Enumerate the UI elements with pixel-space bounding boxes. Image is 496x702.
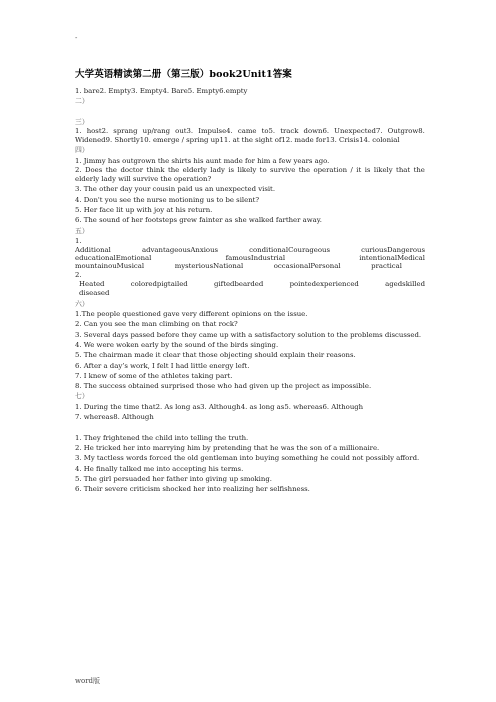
- section-3-label: 三）: [75, 117, 89, 126]
- justified-word: the: [167, 166, 180, 175]
- section-4-label: 四）: [75, 146, 89, 155]
- justified-word: the: [105, 166, 118, 175]
- justified-word: likely: [373, 166, 393, 175]
- section-6-sentence-6: 6. After a day’s work, I felt I had little energy left.: [75, 361, 250, 370]
- section-6-sentence-8: 8. The success obtained surprised those who had given up the project as impossible.: [75, 382, 372, 391]
- adjective-pair: mysteriousNational: [174, 262, 244, 271]
- justified-word: came: [237, 127, 257, 136]
- adjective-pair: Additional: [75, 246, 111, 255]
- section-7-line-1: 1. During the time that2. As long as3. Although4. as long as5. whereas6. Although: [75, 402, 364, 411]
- section-6-sentence-5: 5. The chairman made it clear that those objecting should explain their reasons.: [75, 351, 356, 360]
- justified-word: lady: [210, 166, 225, 175]
- section-6-sentence-7: 7. I knew of some of the athletes taking part.: [75, 371, 233, 380]
- adjective-pair: famousIndustrial: [225, 254, 286, 263]
- section-8-sentence-3: 3. My tactless words forced the old gentleman into buying something he could not possibly afford.: [75, 454, 420, 463]
- section-4-sentence-2-cont: elderly lady will survive the operation?: [75, 175, 212, 184]
- justified-word: Impulse4.: [198, 127, 233, 136]
- spacer: [75, 107, 425, 117]
- section-4-sentence-3: 3. The other day your cousin paid us an unexpected visit.: [75, 185, 276, 194]
- justified-word: is: [228, 166, 235, 175]
- section-3-line-1: [75, 127, 425, 135]
- section-8-sentence-1: 1. They frightened the child into telling the truth.: [75, 433, 249, 442]
- section-8-sentence-4: 4. He finally talked me into accepting his terms.: [75, 464, 244, 473]
- section-5-row-3: [75, 262, 402, 270]
- justified-word: doctor: [120, 166, 144, 175]
- section-8-sentence-5: 5. The girl persuaded her father into giving up smoking.: [75, 474, 272, 483]
- section-8-sentence-6: 6. Their severe criticism shocked her into realizing her selfishness.: [75, 485, 310, 494]
- justified-word: 2.: [75, 166, 82, 175]
- section-6-sentence-1: 1.The people questioned gave very different opinions on the issue.: [75, 310, 308, 319]
- justified-word: Does: [85, 166, 103, 175]
- adjective-pair: giftedbearded: [214, 280, 264, 289]
- justified-word: that: [396, 166, 411, 175]
- section-3-line-2: Widened9. Shortly10. emerge / spring up11. at the sight of12. made for13. Crisis14. colonial: [75, 136, 400, 145]
- document-body: [75, 86, 425, 494]
- justified-word: out3.: [175, 127, 194, 136]
- section-2-label: 二）: [75, 97, 89, 106]
- section-6-sentence-3: 3. Several days passed before they came up with a satisfactory solution to the problems discussed.: [75, 330, 422, 339]
- section-5-row-4: [75, 280, 425, 288]
- section-7-label: 七）: [75, 392, 89, 401]
- section-5-row-1: [75, 246, 425, 254]
- justified-word: the: [413, 166, 425, 175]
- adjective-pair: mountainouMusical: [75, 262, 145, 271]
- section-1-answers: 1. bare2. Empty3. Empty4. Bare5. Empty6.empty: [75, 87, 248, 95]
- justified-word: Outgrow8.: [387, 127, 425, 136]
- adjective-pair: conditionalCourageous: [249, 246, 330, 255]
- justified-word: 1.: [75, 127, 82, 136]
- page-footer: word版: [75, 677, 101, 685]
- justified-word: elderly: [182, 166, 207, 175]
- adjective-pair: intentionalMedical: [359, 254, 425, 263]
- section-5-part-2-number: 2.: [75, 271, 82, 280]
- justified-word: it: [356, 166, 362, 175]
- section-5-row-5: diseased: [79, 289, 110, 298]
- adjective-pair: practical: [371, 262, 402, 271]
- document-title: 大学英语精读第二册（第三版）book2Unit1答案: [75, 69, 292, 80]
- section-6-label: 六）: [75, 299, 89, 308]
- justified-word: the: [298, 166, 311, 175]
- justified-word: down6.: [303, 127, 330, 136]
- justified-word: likely: [237, 166, 257, 175]
- spacer: [75, 422, 425, 432]
- justified-word: think: [146, 166, 165, 175]
- justified-word: track: [280, 127, 299, 136]
- justified-word: Unexpected7.: [334, 127, 383, 136]
- section-5-part-1-number: 1.: [75, 236, 82, 245]
- adjective-pair: occasionalPersonal: [273, 262, 341, 271]
- adjective-pair: coloredpigtailed: [130, 280, 188, 289]
- justified-word: host2.: [86, 127, 109, 136]
- justified-word: survive: [270, 166, 296, 175]
- page-header-marker: -: [75, 34, 78, 42]
- section-4-sentence-6: 6. The sound of her footsteps grew fainter as she walked farther away.: [75, 216, 322, 225]
- justified-word: /: [350, 166, 353, 175]
- section-4-sentence-2: [75, 166, 425, 174]
- section-8-sentence-2: 2. He tricked her into marrying him by pretending that he was the son of a millionaire.: [75, 443, 380, 452]
- adjective-pair: educationalEmotional: [75, 254, 152, 263]
- adjective-pair: agedskilled: [385, 280, 425, 289]
- section-6-sentence-2: 2. Can you see the man climbing on that rock?: [75, 320, 238, 329]
- section-4-sentence-1: 1. Jimmy has outgrown the shirts his aunt made for him a few years ago.: [75, 156, 330, 165]
- section-4-sentence-5: 5. Her face lit up with joy at his return.: [75, 205, 213, 214]
- justified-word: is: [364, 166, 371, 175]
- justified-word: to5.: [261, 127, 276, 136]
- adjective-pair: Heated: [79, 280, 105, 289]
- justified-word: operation: [313, 166, 348, 175]
- section-5-label: 五）: [75, 226, 89, 235]
- adjective-pair: advantageousAnxious: [141, 246, 219, 255]
- section-6-sentence-4: 4. We were woken early by the sound of the birds singing.: [75, 340, 279, 349]
- section-7-line-2: 7. whereas8. Although: [75, 413, 154, 422]
- section-5-row-2: [75, 254, 425, 262]
- justified-word: to: [259, 166, 267, 175]
- section-4-sentence-4: 4. Don't you see the nurse motioning us to be silent?: [75, 195, 260, 204]
- adjective-pair: pointedexperienced: [289, 280, 359, 289]
- adjective-pair: curiousDangerous: [361, 246, 425, 255]
- justified-word: up/rang: [142, 127, 171, 136]
- justified-word: sprang: [113, 127, 138, 136]
